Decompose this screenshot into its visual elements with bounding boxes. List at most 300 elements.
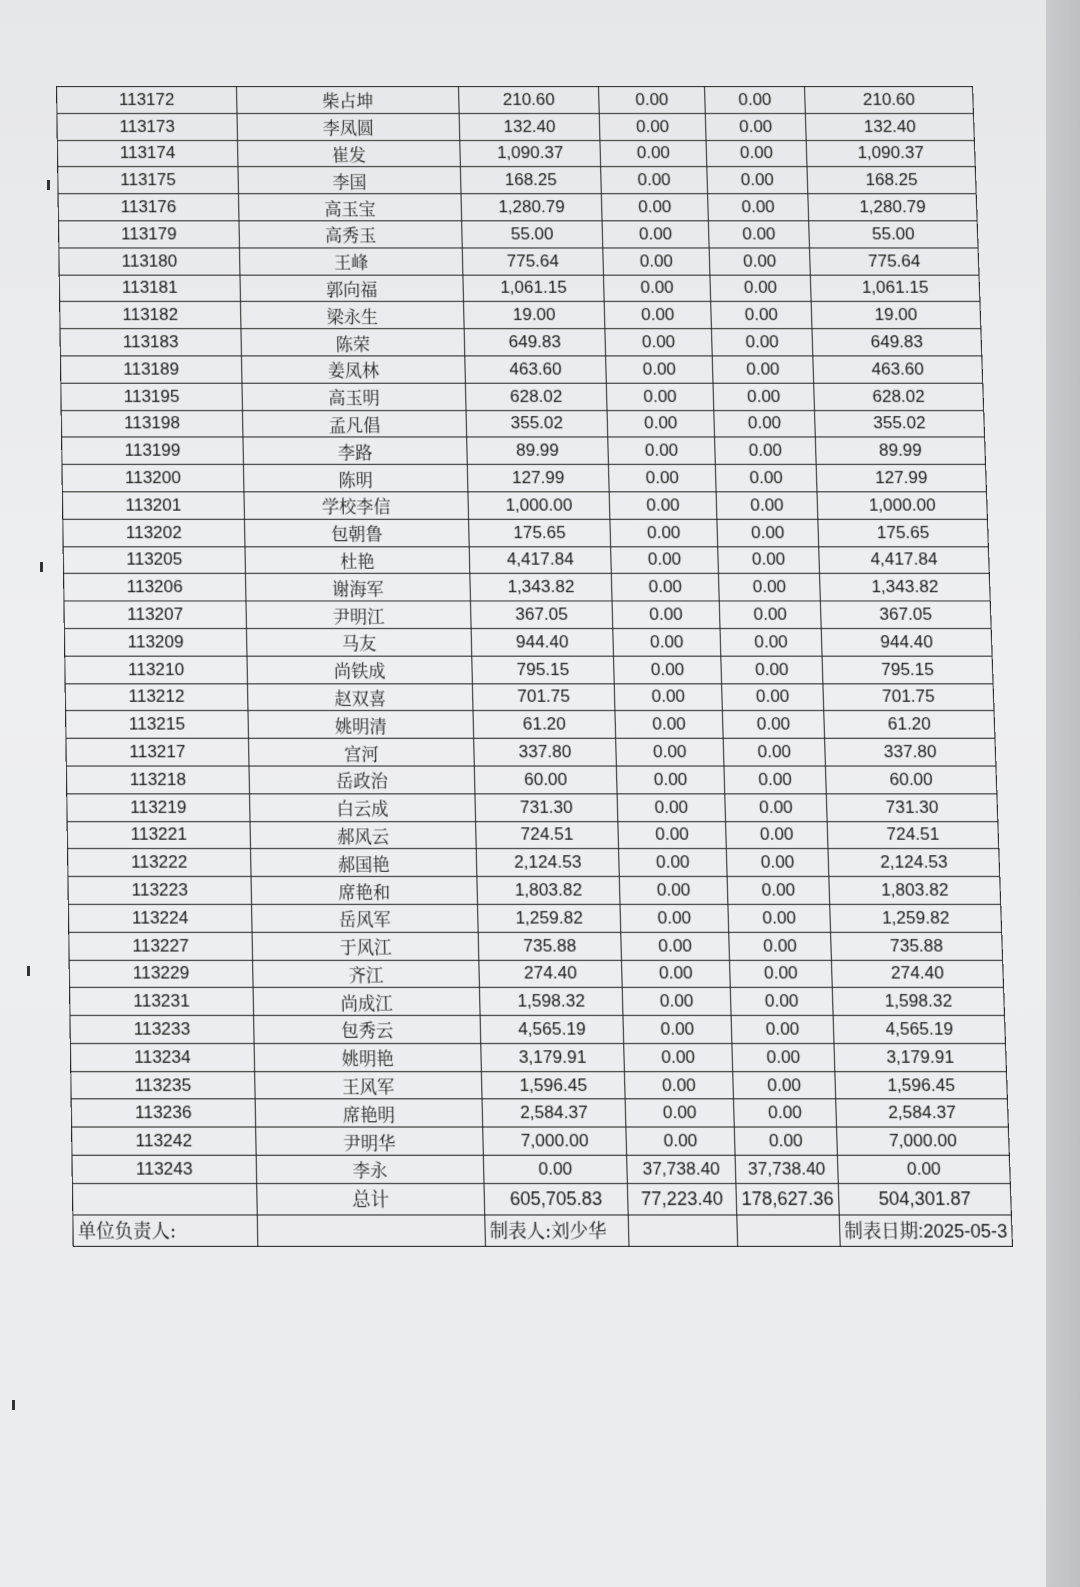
balance-cell: 4,417.84 — [819, 546, 990, 573]
credit-cell: 0.00 — [734, 1127, 837, 1155]
table-row — [58, 167, 977, 194]
account-id-cell: 113229 — [69, 960, 253, 988]
total-value: 605,705.83 — [484, 1183, 628, 1214]
name-cell: 齐江 — [253, 960, 480, 988]
credit-cell: 0.00 — [707, 167, 808, 194]
name-cell: 李路 — [243, 437, 467, 464]
balance-cell: 731.30 — [826, 794, 998, 822]
amount-cell: 463.60 — [465, 356, 607, 383]
amount-cell: 7,000.00 — [483, 1127, 627, 1155]
credit-cell: 0.00 — [715, 465, 817, 492]
amount-cell: 0.00 — [483, 1155, 627, 1183]
credit-cell: 0.00 — [718, 546, 820, 573]
table-row — [66, 766, 997, 794]
empty-cell — [72, 1183, 257, 1214]
amount-cell: 775.64 — [462, 248, 603, 275]
account-id-cell: 113210 — [65, 656, 248, 683]
name-cell: 郝风云 — [250, 821, 476, 849]
name-cell: 李永 — [256, 1155, 484, 1183]
debit-cell: 0.00 — [621, 960, 730, 988]
total-value: 77,223.40 — [627, 1183, 736, 1214]
amount-cell: 367.05 — [470, 601, 612, 628]
table-row — [71, 1099, 1008, 1127]
amount-cell: 1,598.32 — [479, 988, 622, 1016]
balance-cell: 19.00 — [811, 302, 981, 329]
credit-cell: 0.00 — [718, 574, 820, 601]
debit-cell: 0.00 — [613, 656, 721, 683]
table-row — [57, 86, 974, 113]
amount-cell: 355.02 — [466, 410, 608, 437]
credit-cell: 0.00 — [729, 960, 832, 988]
amount-cell: 4,565.19 — [480, 1016, 624, 1044]
balance-cell: 3,179.91 — [834, 1043, 1006, 1071]
debit-cell: 0.00 — [619, 877, 728, 905]
name-cell: 包朝鲁 — [244, 519, 469, 546]
prepared-by-label: 制表人:刘少华 — [485, 1215, 629, 1246]
amount-cell: 724.51 — [476, 821, 619, 849]
amount-cell: 2,584.37 — [482, 1099, 626, 1127]
account-id-cell: 113217 — [66, 738, 249, 766]
credit-cell: 0.00 — [705, 86, 806, 113]
empty-cell — [628, 1215, 738, 1246]
credit-cell: 0.00 — [715, 437, 817, 464]
account-id-cell: 113215 — [66, 711, 249, 739]
credit-cell: 0.00 — [719, 601, 821, 628]
credit-cell: 0.00 — [708, 194, 809, 221]
balance-cell: 775.64 — [809, 248, 979, 275]
amount-cell: 1,803.82 — [477, 877, 620, 905]
table-row — [68, 849, 1000, 877]
balance-cell: 1,090.37 — [806, 140, 975, 167]
credit-cell: 0.00 — [733, 1099, 836, 1127]
credit-cell: 0.00 — [711, 329, 812, 356]
balance-cell: 2,584.37 — [836, 1099, 1009, 1127]
table-row — [72, 1155, 1010, 1183]
table-row — [70, 988, 1005, 1016]
name-cell: 郝国艳 — [251, 849, 477, 877]
name-cell: 岳政治 — [249, 766, 475, 794]
balance-cell: 61.20 — [824, 711, 995, 739]
amount-cell: 731.30 — [475, 794, 618, 822]
name-cell: 席艳和 — [251, 877, 477, 905]
name-cell: 陈明 — [243, 465, 467, 492]
table-row — [59, 275, 980, 302]
amount-cell: 132.40 — [459, 113, 600, 140]
ink-mark — [40, 562, 43, 572]
name-cell: 王风军 — [255, 1071, 482, 1099]
balance-cell: 1,598.32 — [832, 988, 1004, 1016]
amount-cell: 1,343.82 — [470, 574, 612, 601]
debit-cell: 0.00 — [618, 821, 726, 849]
total-label: 总计 — [257, 1183, 485, 1214]
amount-cell: 1,596.45 — [481, 1071, 625, 1099]
name-cell: 马友 — [246, 628, 471, 655]
balance-cell: 1,061.15 — [810, 275, 980, 302]
balance-cell: 175.65 — [818, 519, 989, 546]
account-id-cell: 113223 — [68, 877, 252, 905]
account-id-cell: 113224 — [68, 904, 252, 932]
balance-cell: 628.02 — [814, 383, 984, 410]
amount-cell: 175.65 — [469, 519, 611, 546]
account-id-cell: 113173 — [57, 113, 238, 140]
amount-cell: 168.25 — [460, 167, 601, 194]
account-id-cell: 113172 — [57, 86, 237, 113]
credit-cell: 0.00 — [720, 628, 822, 655]
account-id-cell: 113231 — [70, 988, 254, 1016]
account-id-cell: 113175 — [58, 167, 239, 194]
empty-cell — [257, 1215, 485, 1246]
table-row — [64, 574, 991, 601]
account-id-cell: 113181 — [59, 275, 240, 302]
amount-cell: 1,000.00 — [468, 492, 610, 519]
balance-cell: 2,124.53 — [828, 849, 1000, 877]
table-row — [62, 492, 987, 519]
table-row — [60, 356, 982, 383]
debit-cell: 0.00 — [604, 302, 711, 329]
debit-cell: 0.00 — [609, 492, 717, 519]
table-row — [61, 383, 984, 410]
balance-cell: 274.40 — [831, 960, 1003, 988]
debit-cell: 0.00 — [616, 766, 724, 794]
account-id-cell: 113212 — [65, 683, 248, 710]
balance-cell: 735.88 — [831, 932, 1003, 960]
amount-cell: 19.00 — [464, 302, 605, 329]
credit-cell: 0.00 — [716, 492, 818, 519]
name-cell: 杜艳 — [245, 546, 470, 573]
amount-cell: 944.40 — [471, 628, 613, 655]
debit-cell: 0.00 — [601, 194, 708, 221]
debit-cell: 0.00 — [621, 932, 730, 960]
name-cell: 李凤圆 — [237, 113, 460, 140]
account-id-cell: 113200 — [62, 465, 244, 492]
table-row — [62, 465, 987, 492]
balance-cell: 463.60 — [813, 356, 983, 383]
debit-cell: 0.00 — [624, 1071, 733, 1099]
balance-cell: 60.00 — [825, 766, 996, 794]
credit-cell: 0.00 — [710, 275, 811, 302]
debit-cell: 0.00 — [623, 1016, 732, 1044]
debit-cell: 0.00 — [614, 683, 722, 710]
credit-cell: 0.00 — [705, 113, 806, 140]
signature-row — [73, 1215, 1013, 1246]
debit-cell: 0.00 — [600, 140, 707, 167]
table-row — [65, 656, 993, 683]
name-cell: 姚明艳 — [254, 1043, 481, 1071]
debit-cell: 0.00 — [599, 86, 706, 113]
table-row — [72, 1127, 1010, 1155]
account-id-cell: 113219 — [67, 794, 250, 822]
account-id-cell: 113199 — [62, 437, 244, 464]
credit-cell: 0.00 — [709, 248, 810, 275]
account-id-cell: 113201 — [62, 492, 244, 519]
paper-edge-shadow — [1046, 0, 1080, 1587]
debit-cell: 0.00 — [607, 410, 715, 437]
debit-cell: 0.00 — [620, 904, 729, 932]
balance-cell: 1,000.00 — [817, 492, 987, 519]
balance-cell: 0.00 — [837, 1155, 1010, 1183]
table-row — [63, 519, 989, 546]
credit-cell: 0.00 — [724, 766, 826, 794]
table-row — [69, 932, 1003, 960]
balance-cell: 132.40 — [805, 113, 974, 140]
ink-mark — [47, 180, 50, 190]
account-id-cell: 113218 — [66, 766, 249, 794]
name-cell: 高玉宝 — [238, 194, 461, 221]
table-row — [57, 140, 975, 167]
amount-cell: 2,124.53 — [476, 849, 619, 877]
name-cell: 姚明清 — [248, 711, 474, 739]
table-row — [64, 601, 991, 628]
balance-cell: 168.25 — [807, 167, 976, 194]
account-id-cell: 113176 — [58, 194, 239, 221]
balance-cell: 724.51 — [827, 821, 999, 849]
table-row — [70, 1016, 1006, 1044]
table-row — [57, 113, 974, 140]
debit-cell: 0.00 — [615, 711, 723, 739]
amount-cell: 628.02 — [465, 383, 607, 410]
table-row — [66, 711, 995, 739]
credit-cell: 0.00 — [730, 988, 833, 1016]
amount-cell: 274.40 — [479, 960, 622, 988]
total-value: 178,627.36 — [736, 1183, 839, 1214]
amount-cell: 61.20 — [473, 711, 616, 739]
balance-cell: 1,596.45 — [835, 1071, 1008, 1099]
name-cell: 尹明江 — [246, 601, 471, 628]
amount-cell: 1,090.37 — [460, 140, 601, 167]
name-cell: 梁永生 — [240, 302, 464, 329]
name-cell: 宫河 — [248, 738, 474, 766]
credit-cell: 0.00 — [726, 821, 828, 849]
table-row — [65, 683, 994, 710]
debit-cell: 0.00 — [605, 329, 712, 356]
balance-cell: 337.80 — [825, 738, 996, 766]
credit-cell: 0.00 — [717, 519, 819, 546]
name-cell: 席艳明 — [255, 1099, 483, 1127]
table-row — [59, 248, 979, 275]
credit-cell: 0.00 — [723, 738, 825, 766]
amount-cell: 1,061.15 — [463, 275, 604, 302]
amount-cell: 795.15 — [472, 656, 614, 683]
balance-cell: 4,565.19 — [833, 1016, 1005, 1044]
name-cell: 高玉明 — [242, 383, 466, 410]
debit-cell: 0.00 — [613, 628, 721, 655]
table-row — [66, 738, 996, 766]
name-cell: 赵双喜 — [247, 683, 473, 710]
balance-cell: 701.75 — [823, 683, 994, 710]
credit-cell: 0.00 — [714, 410, 816, 437]
amount-cell: 649.83 — [464, 329, 605, 356]
name-cell: 学校李信 — [244, 492, 469, 519]
amount-cell: 701.75 — [472, 683, 615, 710]
name-cell: 包秀云 — [254, 1016, 481, 1044]
debit-cell: 0.00 — [601, 167, 708, 194]
balance-cell: 89.99 — [815, 437, 985, 464]
debit-cell: 0.00 — [626, 1127, 735, 1155]
debit-cell: 37,738.40 — [627, 1155, 736, 1183]
account-id-cell: 113195 — [61, 383, 243, 410]
account-id-cell: 113227 — [69, 932, 253, 960]
balance-cell: 355.02 — [814, 410, 984, 437]
total-row — [72, 1183, 1011, 1214]
balance-cell: 210.60 — [805, 86, 974, 113]
account-id-cell: 113222 — [68, 849, 252, 877]
balance-cell: 1,259.82 — [830, 904, 1002, 932]
table-row — [58, 221, 978, 248]
account-id-cell: 113182 — [60, 302, 241, 329]
table-row — [62, 437, 986, 464]
amount-cell: 127.99 — [467, 465, 609, 492]
balance-cell: 127.99 — [816, 465, 986, 492]
name-cell: 尚成江 — [253, 988, 480, 1016]
debit-cell: 0.00 — [625, 1099, 734, 1127]
table-row — [63, 546, 989, 573]
account-id-cell: 113206 — [64, 574, 246, 601]
table-row — [69, 960, 1003, 988]
name-cell: 高秀玉 — [239, 221, 462, 248]
ink-mark — [12, 1400, 15, 1410]
amount-cell: 4,417.84 — [469, 546, 611, 573]
amount-cell: 55.00 — [462, 221, 603, 248]
name-cell: 姜凤林 — [241, 356, 465, 383]
table-row — [67, 821, 999, 849]
debit-cell: 0.00 — [599, 113, 706, 140]
debit-cell: 0.00 — [606, 383, 713, 410]
debit-cell: 0.00 — [619, 849, 728, 877]
account-id-cell: 113183 — [60, 329, 241, 356]
balance-cell: 944.40 — [821, 628, 992, 655]
name-cell: 白云成 — [250, 794, 476, 822]
account-id-cell: 113243 — [72, 1155, 257, 1183]
name-cell: 王峰 — [239, 248, 462, 275]
amount-cell: 1,280.79 — [461, 194, 602, 221]
account-id-cell: 113234 — [70, 1043, 254, 1071]
account-id-cell: 113235 — [71, 1071, 255, 1099]
account-id-cell: 113236 — [71, 1099, 255, 1127]
name-cell: 柴占坤 — [237, 86, 460, 113]
debit-cell: 0.00 — [608, 465, 716, 492]
account-id-cell: 113179 — [58, 221, 239, 248]
amount-cell: 210.60 — [459, 86, 600, 113]
report-date-label: 制表日期:2025-05-3 — [839, 1215, 1012, 1246]
amount-cell: 89.99 — [467, 437, 609, 464]
credit-cell: 0.00 — [713, 383, 814, 410]
debit-cell: 0.00 — [616, 738, 724, 766]
empty-cell — [737, 1215, 840, 1246]
debit-cell: 0.00 — [603, 248, 710, 275]
debit-cell: 0.00 — [612, 601, 720, 628]
account-id-cell: 113209 — [64, 628, 247, 655]
balance-cell: 367.05 — [820, 601, 991, 628]
debit-cell: 0.00 — [608, 437, 716, 464]
account-id-cell: 113233 — [70, 1016, 254, 1044]
credit-cell: 37,738.40 — [735, 1155, 838, 1183]
debit-cell: 0.00 — [606, 356, 713, 383]
name-cell: 郭向福 — [240, 275, 464, 302]
balance-cell: 795.15 — [822, 656, 993, 683]
balance-cell: 649.83 — [812, 329, 982, 356]
table-row — [61, 410, 984, 437]
debit-cell: 0.00 — [611, 546, 719, 573]
total-value: 504,301.87 — [838, 1183, 1011, 1214]
amount-cell: 60.00 — [474, 766, 617, 794]
amount-cell: 3,179.91 — [481, 1043, 625, 1071]
debit-cell: 0.00 — [610, 519, 718, 546]
debit-cell: 0.00 — [624, 1043, 733, 1071]
name-cell: 于风江 — [252, 932, 479, 960]
account-id-cell: 113207 — [64, 601, 247, 628]
ink-mark — [27, 966, 30, 976]
balance-cell: 55.00 — [809, 221, 978, 248]
table-row — [71, 1071, 1008, 1099]
account-id-cell: 113205 — [63, 546, 245, 573]
table-row — [58, 194, 977, 221]
credit-cell: 0.00 — [732, 1043, 835, 1071]
account-id-cell: 113202 — [63, 519, 245, 546]
credit-cell: 0.00 — [731, 1016, 834, 1044]
balance-cell: 1,803.82 — [829, 877, 1001, 905]
credit-cell: 0.00 — [712, 356, 813, 383]
credit-cell: 0.00 — [721, 656, 823, 683]
table-row — [60, 329, 982, 356]
credit-cell: 0.00 — [708, 221, 809, 248]
debit-cell: 0.00 — [611, 574, 719, 601]
ledger-body — [57, 86, 1013, 1246]
name-cell: 李国 — [238, 167, 461, 194]
name-cell: 孟凡倡 — [242, 410, 466, 437]
unit-head-label: 单位负责人: — [73, 1215, 258, 1246]
debit-cell: 0.00 — [602, 221, 709, 248]
credit-cell: 0.00 — [722, 711, 824, 739]
table-row — [60, 302, 981, 329]
name-cell: 尹明华 — [256, 1127, 484, 1155]
name-cell: 岳风军 — [252, 904, 479, 932]
credit-cell: 0.00 — [729, 932, 832, 960]
credit-cell: 0.00 — [706, 140, 807, 167]
account-id-cell: 113198 — [61, 410, 243, 437]
account-id-cell: 113174 — [57, 140, 238, 167]
account-id-cell: 113180 — [59, 248, 240, 275]
balance-cell: 7,000.00 — [837, 1127, 1010, 1155]
ledger-table — [56, 86, 1013, 1247]
name-cell: 谢海军 — [245, 574, 470, 601]
balance-cell: 1,280.79 — [808, 194, 977, 221]
credit-cell: 0.00 — [726, 849, 829, 877]
table-row — [64, 628, 992, 655]
debit-cell: 0.00 — [617, 794, 725, 822]
table-row — [67, 794, 998, 822]
name-cell: 陈荣 — [241, 329, 465, 356]
name-cell: 崔发 — [237, 140, 460, 167]
account-id-cell: 113189 — [60, 356, 242, 383]
debit-cell: 0.00 — [603, 275, 710, 302]
credit-cell: 0.00 — [733, 1071, 836, 1099]
amount-cell: 1,259.82 — [478, 904, 621, 932]
credit-cell: 0.00 — [725, 794, 827, 822]
table-row — [68, 877, 1001, 905]
credit-cell: 0.00 — [728, 904, 831, 932]
table-row — [70, 1043, 1006, 1071]
debit-cell: 0.00 — [622, 988, 731, 1016]
credit-cell: 0.00 — [722, 683, 824, 710]
credit-cell: 0.00 — [711, 302, 812, 329]
account-id-cell: 113221 — [67, 821, 250, 849]
name-cell: 尚铁成 — [247, 656, 472, 683]
amount-cell: 735.88 — [478, 932, 621, 960]
amount-cell: 337.80 — [474, 738, 617, 766]
balance-cell: 1,343.82 — [820, 574, 991, 601]
table-row — [68, 904, 1001, 932]
credit-cell: 0.00 — [727, 877, 830, 905]
